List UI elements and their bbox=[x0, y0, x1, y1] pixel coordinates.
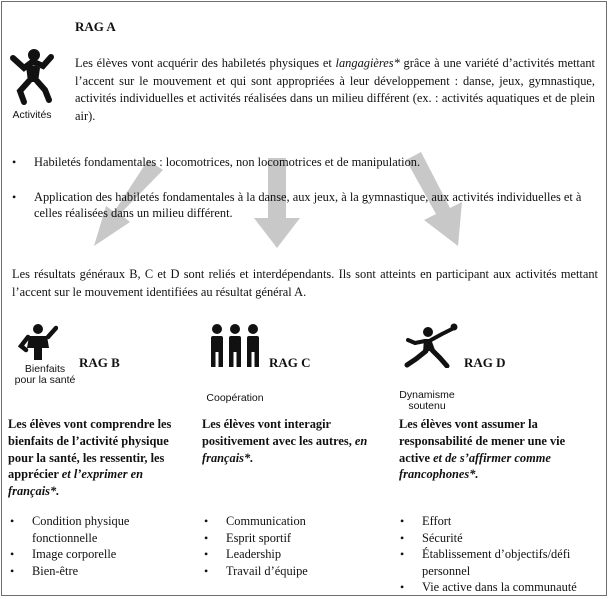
rag-a-bullets bbox=[12, 154, 594, 222]
list-item: • Condition physique fonctionnelle bbox=[10, 513, 190, 546]
activities-caption: Activités bbox=[12, 109, 52, 121]
list-item: • Bien-être bbox=[10, 563, 190, 580]
rag-b-description: Les élèves vont comprendre les bienfaits de l’activité physique pour la santé, les ressentir, les apprécier et l’exprimer en français*. bbox=[8, 417, 172, 499]
list-item: • Esprit sportif bbox=[204, 530, 379, 547]
active-living-caption: Dynamisme soutenu bbox=[399, 389, 455, 412]
rag-d-bullets bbox=[400, 513, 600, 596]
cooperation-icon bbox=[208, 324, 262, 368]
list-item: • Vie active dans la communauté bbox=[400, 579, 600, 596]
list-item: • Application des habiletés fondamentales à la danse, aux jeux, à la gymnastique, aux activités individuelles et à celles réalisées dans un milieu différent. bbox=[12, 189, 594, 222]
list-item: • Effort bbox=[400, 513, 600, 530]
rag-c-bullets bbox=[204, 513, 379, 579]
rag-c-title: RAG C bbox=[269, 355, 311, 370]
document-frame bbox=[1, 1, 607, 596]
list-item: • Habiletés fondamentales : locomotrices, non locomotrices et de manipulation. bbox=[12, 154, 594, 171]
list-item: • Communication bbox=[204, 513, 379, 530]
list-item: • Leadership bbox=[204, 546, 379, 563]
health-benefits-caption: Bienfaits pour la santé bbox=[14, 363, 76, 386]
health-benefits-icon bbox=[18, 324, 58, 362]
rag-a-intro: Les élèves vont acquérir des habiletés physiques et langagières* grâce à une variété d’activités mettant l’accent sur le mouvement et qui sont appropriées à leur développement : danse, jeux, gymnastique, activités individuelles et activités réalisées dans un milieu différent (ex. : activités aquatiques et de plein air). bbox=[75, 56, 595, 123]
list-item: • Travail d’équipe bbox=[204, 563, 379, 580]
list-item: • Image corporelle bbox=[10, 546, 190, 563]
rag-d-description: Les élèves vont assumer la responsabilité de mener une vie active et de s’affirmer comme francophones*. bbox=[399, 417, 566, 482]
rag-d-title: RAG D bbox=[464, 355, 506, 370]
rag-a-title: RAG A bbox=[75, 19, 116, 34]
activities-icon bbox=[10, 48, 54, 106]
list-item: • Établissement d’objectifs/défi personnel bbox=[400, 546, 600, 579]
rag-b-bullets bbox=[10, 513, 190, 579]
list-item: • Sécurité bbox=[400, 530, 600, 547]
cooperation-caption: Coopération bbox=[206, 392, 264, 404]
linking-paragraph: Les résultats généraux B, C et D sont reliés et interdépendants. Ils sont atteints en participant aux activités mettant l’accent sur le mouvement identifiées au résultat général A. bbox=[12, 267, 598, 299]
active-living-icon bbox=[404, 322, 460, 368]
rag-b-title: RAG B bbox=[79, 355, 120, 370]
rag-c-description: Les élèves vont interagir positivement avec les autres, en français*. bbox=[202, 417, 368, 465]
